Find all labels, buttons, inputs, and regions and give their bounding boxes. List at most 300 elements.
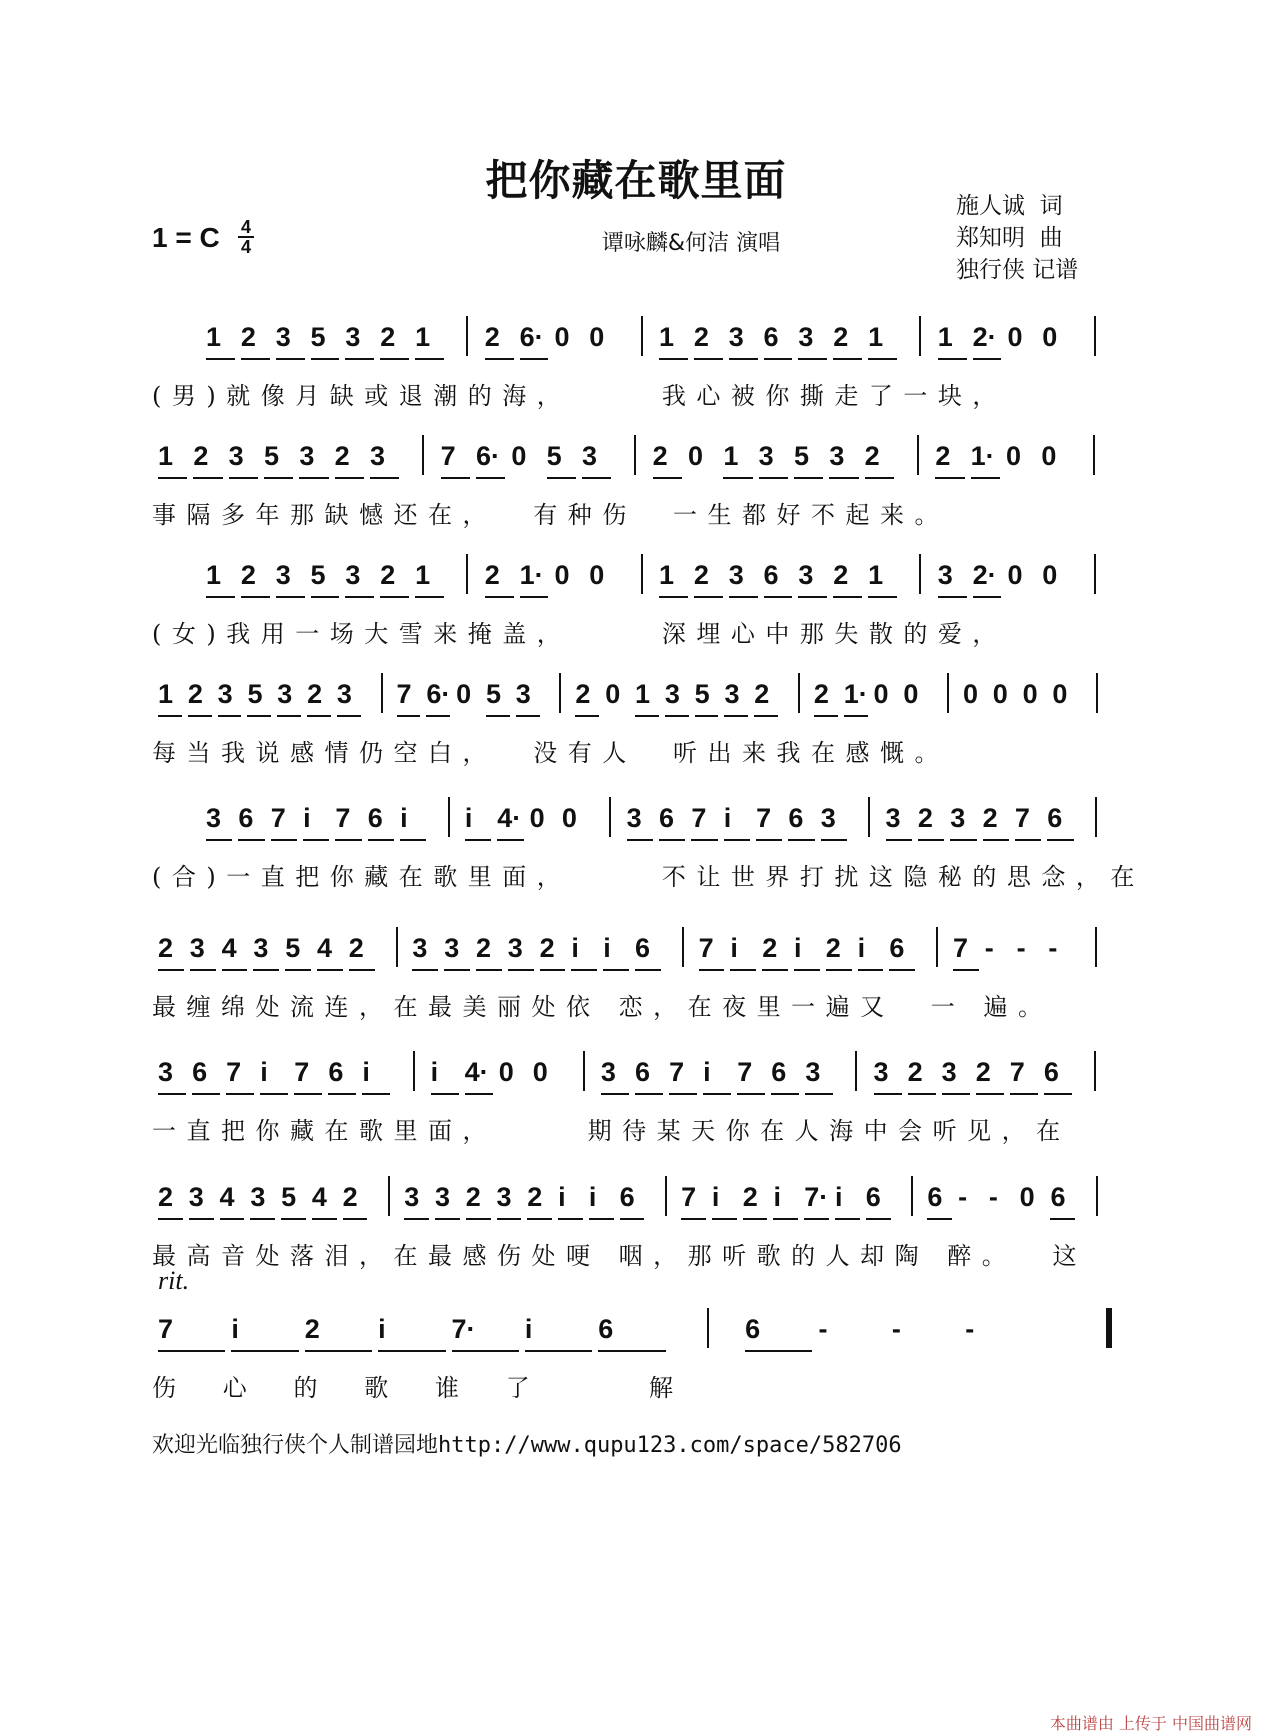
beat-underline (973, 358, 1002, 360)
note: 0 (903, 679, 919, 709)
note: 1 (415, 560, 431, 590)
beat-underline (435, 1218, 460, 1220)
note: 2· (972, 560, 997, 590)
beat-underline (729, 358, 758, 360)
note: 0 (1007, 322, 1023, 352)
lyric-line: (合)一直把你藏在歌里面， 不让世界打扰这隐秘的思念，在 (152, 863, 1145, 891)
beat-underline (598, 1350, 665, 1352)
note: 1 (723, 441, 739, 471)
note: 5 (485, 679, 501, 709)
note: 7 (440, 441, 456, 471)
note: 5 (281, 1182, 297, 1212)
beat-underline (466, 1218, 491, 1220)
bar-line (466, 554, 468, 594)
beat-underline (516, 715, 540, 717)
beat-underline (653, 477, 682, 479)
beat-underline (805, 1093, 833, 1095)
time-signature: 4 4 (238, 218, 254, 256)
note: 2 (158, 933, 174, 963)
beat-underline (973, 596, 1002, 598)
beat-underline (950, 839, 976, 841)
note: i (794, 933, 802, 963)
note: i (730, 933, 738, 963)
beat-underline (189, 1218, 214, 1220)
beat-underline (311, 596, 340, 598)
note: 6 (927, 1182, 943, 1212)
note: 3 (444, 933, 460, 963)
lyric-line: 最缠绵处流连，在最美丽处依 恋，在夜里一遍又 一 遍。 (152, 993, 1053, 1021)
beat-underline (635, 969, 661, 971)
song-title: 把你藏在歌里面 (485, 156, 787, 205)
note: 3 (275, 322, 291, 352)
lyric-line: 事隔多年那缺憾还在， 有种伤 一生都好不起来。 (152, 501, 950, 529)
beat-underline (918, 839, 944, 841)
bar-line (798, 673, 800, 713)
beat-underline (241, 596, 270, 598)
beat-underline (771, 1093, 799, 1095)
note: 1 (937, 322, 953, 352)
beat-underline (349, 969, 375, 971)
bar-line (381, 673, 383, 713)
beat-underline (311, 358, 340, 360)
note: 2 (693, 322, 709, 352)
score-line (0, 546, 1272, 666)
beat-underline (804, 1218, 829, 1220)
note: 1· (970, 441, 995, 471)
beat-underline (285, 969, 311, 971)
beat-underline (620, 1218, 645, 1220)
note: 1 (659, 560, 675, 590)
beat-underline (222, 969, 248, 971)
beat-underline (798, 358, 827, 360)
beat-underline (335, 839, 361, 841)
beat-underline (206, 596, 235, 598)
note: 7 (226, 1057, 242, 1087)
note: 0 (456, 679, 472, 709)
beat-underline (362, 1093, 390, 1095)
note-line (0, 1168, 1272, 1238)
bar-line (1095, 927, 1097, 967)
beat-underline (627, 839, 653, 841)
beat-underline (773, 1218, 798, 1220)
tempo-mark: rit. (158, 1266, 190, 1295)
bar-line (396, 927, 398, 967)
beat-underline (835, 1218, 860, 1220)
note: 2 (652, 441, 668, 471)
note: 3 (507, 933, 523, 963)
note: 1 (158, 679, 174, 709)
beat-underline (206, 839, 232, 841)
beat-underline (794, 969, 820, 971)
note: 0 (554, 560, 570, 590)
beat-underline (299, 477, 328, 479)
beat-underline (1050, 1218, 1075, 1220)
note-line (0, 1043, 1272, 1113)
beat-underline (380, 596, 409, 598)
beat-underline (525, 1350, 592, 1352)
note: 3 (941, 1057, 957, 1087)
beat-underline (874, 1093, 902, 1095)
beat-underline (759, 477, 788, 479)
beat-underline (193, 477, 222, 479)
beat-underline (826, 969, 852, 971)
beat-underline (241, 358, 270, 360)
note: 5 (546, 441, 562, 471)
note: i (558, 1182, 566, 1212)
note: 2 (484, 560, 500, 590)
beat-underline (303, 839, 329, 841)
note: 2 (193, 441, 209, 471)
beat-underline (485, 596, 514, 598)
note: i (571, 933, 579, 963)
note: 2 (693, 560, 709, 590)
note: - (958, 1182, 968, 1212)
beat-underline (294, 1093, 322, 1095)
bar-line (422, 435, 424, 475)
beat-underline (431, 1093, 459, 1095)
note: 7 (669, 1057, 685, 1087)
beat-underline (486, 715, 510, 717)
beat-underline (508, 969, 534, 971)
performers: 谭咏麟&何洁 演唱 (601, 231, 781, 256)
beat-underline (465, 839, 491, 841)
bar-line (665, 1176, 667, 1216)
beat-underline (190, 969, 216, 971)
note: 2 (917, 803, 933, 833)
note: 3 (206, 803, 222, 833)
note: 0 (1007, 560, 1023, 590)
note: 3 (217, 679, 233, 709)
note: 0 (554, 322, 570, 352)
note: - (1048, 933, 1058, 963)
note: i (711, 1182, 720, 1212)
note: 2 (380, 560, 396, 590)
beat-underline (699, 969, 725, 971)
note: 6 (889, 933, 905, 963)
note: 3 (626, 803, 642, 833)
note: 3 (950, 803, 966, 833)
note: 2 (813, 679, 829, 709)
note: 2 (762, 933, 778, 963)
beat-underline (276, 596, 305, 598)
beat-underline (231, 1350, 298, 1352)
note: 3 (228, 441, 244, 471)
note: 7 (691, 803, 707, 833)
note: 3 (820, 803, 836, 833)
bar-line (1096, 673, 1098, 713)
note: 2 (476, 933, 492, 963)
beat-underline (441, 477, 470, 479)
bar-line (1093, 435, 1095, 475)
note: 2 (334, 441, 350, 471)
bar-line (868, 797, 870, 837)
beat-underline (814, 715, 838, 717)
note-line (0, 308, 1272, 378)
bar-line (1094, 554, 1096, 594)
score-line (0, 665, 1272, 785)
beat-underline (927, 1218, 952, 1220)
note: 6 (788, 803, 804, 833)
note: 3 (728, 560, 744, 590)
note: 2 (935, 441, 951, 471)
beat-underline (1010, 1093, 1038, 1095)
note: 3 (188, 1182, 204, 1212)
beat-underline (844, 715, 868, 717)
beat-underline (558, 1218, 583, 1220)
note: 6 (1043, 1057, 1059, 1087)
note: 6 (238, 803, 254, 833)
beat-underline (868, 358, 897, 360)
bar-line (559, 673, 561, 713)
note: 0 (1019, 1182, 1035, 1212)
beat-underline (368, 839, 394, 841)
note-line (0, 919, 1272, 989)
bar-line (919, 316, 921, 356)
note: 2 (304, 1314, 320, 1344)
beat-underline (724, 839, 750, 841)
beat-underline (695, 715, 719, 717)
note: - (818, 1314, 828, 1344)
note: 6 (763, 560, 779, 590)
bar-line (634, 435, 636, 475)
score-line (0, 1300, 1272, 1420)
note: 7 (1014, 803, 1030, 833)
note: 6 (1047, 803, 1063, 833)
note: 1· (519, 560, 544, 590)
note: 6 (865, 1182, 881, 1212)
beat-underline (465, 1093, 493, 1095)
beat-underline (1044, 1093, 1072, 1095)
note: 0 (498, 1057, 514, 1087)
note: 0 (1042, 322, 1058, 352)
note: 3 (345, 560, 361, 590)
beat-underline (158, 1218, 183, 1220)
beat-underline (485, 358, 514, 360)
note-line (0, 1300, 1272, 1370)
note: 7 (756, 803, 772, 833)
note: 7 (335, 803, 351, 833)
note: 2 (465, 1182, 481, 1212)
note: i (835, 1182, 843, 1212)
beat-underline (397, 715, 421, 717)
note: 3 (600, 1057, 616, 1087)
note: i (703, 1057, 711, 1087)
score-line (0, 308, 1272, 428)
beat-underline (540, 969, 566, 971)
note: 7 (270, 803, 286, 833)
beat-underline (669, 1093, 697, 1095)
note: 7· (804, 1182, 829, 1212)
note: 1 (868, 560, 884, 590)
beat-underline (737, 1093, 765, 1095)
note: 0 (589, 322, 605, 352)
note: 3 (798, 322, 814, 352)
beat-underline (264, 477, 293, 479)
beat-underline (343, 1218, 368, 1220)
note: 6 (635, 933, 651, 963)
note: 3 (798, 560, 814, 590)
note: 2 (825, 933, 841, 963)
watermark-text: 本曲谱由 上传于 中国曲谱网 (1049, 1714, 1252, 1733)
beat-underline (730, 969, 756, 971)
beat-underline (192, 1093, 220, 1095)
note: 1 (206, 322, 222, 352)
note: i (260, 1057, 268, 1087)
score-line (0, 427, 1272, 547)
note: 7 (294, 1057, 310, 1087)
note: i (303, 803, 311, 833)
bar-line (388, 1176, 390, 1216)
note: 2 (864, 441, 880, 471)
bar-line (583, 1051, 585, 1091)
note: 1 (415, 322, 431, 352)
beat-underline (312, 1218, 337, 1220)
beat-underline (220, 1218, 245, 1220)
beat-underline (158, 1093, 186, 1095)
beat-underline (575, 715, 599, 717)
note: 1 (659, 322, 675, 352)
note: 2 (380, 322, 396, 352)
beat-underline (380, 358, 409, 360)
lyric-line: (男)就像月缺或退潮的海， 我心被你撕走了一块， (152, 382, 1007, 410)
beat-underline (603, 969, 629, 971)
lyric-line: 一直把你藏在歌里面， 期待某天你在人海中会听见，在 (152, 1117, 1071, 1145)
beat-underline (694, 596, 723, 598)
beat-underline (1015, 839, 1041, 841)
beat-underline (400, 839, 426, 841)
note: 6 (367, 803, 383, 833)
note: 4 (317, 933, 333, 963)
note: 3 (434, 1182, 450, 1212)
note: 2 (833, 560, 849, 590)
note: 3 (253, 933, 269, 963)
beat-underline (703, 1093, 731, 1095)
note-line (0, 789, 1272, 859)
beat-underline (798, 596, 827, 598)
note: i (603, 933, 611, 963)
bar-line (947, 673, 949, 713)
beat-underline (335, 477, 364, 479)
beat-underline (942, 1093, 970, 1095)
note: 6 (1050, 1182, 1066, 1212)
beat-underline (908, 1093, 936, 1095)
note: 7 (396, 679, 412, 709)
bar-line (1095, 797, 1097, 837)
note: 6 (635, 1057, 651, 1087)
note: 0 (532, 1057, 548, 1087)
bar-line (1094, 1051, 1096, 1091)
beat-underline (415, 358, 444, 360)
score-line (0, 919, 1272, 1039)
note: 2 (187, 679, 203, 709)
beat-underline (764, 358, 793, 360)
beat-underline (328, 1093, 356, 1095)
beat-underline (681, 1218, 706, 1220)
note: 5 (247, 679, 263, 709)
bar-line (413, 1051, 415, 1091)
note: i (430, 1057, 439, 1087)
bar-line (919, 554, 921, 594)
note: 0 (605, 679, 621, 709)
note: i (464, 803, 473, 833)
beat-underline (764, 596, 793, 598)
bar-line (466, 316, 468, 356)
beat-underline (238, 839, 264, 841)
beat-underline (547, 477, 576, 479)
note: 4 (221, 933, 237, 963)
bar-line (707, 1308, 709, 1348)
note: 3 (370, 441, 386, 471)
lyric-line: 最高音处落泪，在最感伤处哽 咽，那听歌的人却陶 醉。 这 (152, 1242, 1088, 1270)
beat-underline (337, 715, 361, 717)
beat-underline (953, 969, 979, 971)
note: 3 (937, 560, 953, 590)
footer-text: 欢迎光临独行侠个人制谱园地http://www.qupu123.com/space/582706 (152, 1433, 902, 1458)
beat-underline (889, 969, 915, 971)
beat-underline (743, 1218, 768, 1220)
note: 2 (982, 803, 998, 833)
note: 1· (843, 679, 868, 709)
beat-underline (497, 1218, 522, 1220)
beat-underline (788, 839, 814, 841)
beat-underline (158, 1350, 225, 1352)
note: 3 (724, 679, 740, 709)
beat-underline (345, 358, 374, 360)
note: 7 (158, 1314, 174, 1344)
beat-underline (659, 839, 685, 841)
beat-underline (976, 1093, 1004, 1095)
beat-underline (452, 1350, 519, 1352)
note: 3 (158, 1057, 174, 1087)
beat-underline (247, 715, 271, 717)
beat-underline (378, 1350, 445, 1352)
note: 3 (277, 679, 293, 709)
note: 2 (754, 679, 770, 709)
note: 3 (515, 679, 531, 709)
bar-line (917, 435, 919, 475)
note: 6 (598, 1314, 614, 1344)
note: 6 (619, 1182, 635, 1212)
note: 5 (310, 560, 326, 590)
note: 2 (527, 1182, 543, 1212)
lyric-line: (女)我用一场大雪来掩盖， 深埋心中那失散的爱， (152, 620, 1007, 648)
beat-underline (444, 969, 470, 971)
bar-line (448, 797, 450, 837)
note: 0 (511, 441, 527, 471)
note: 0 (1052, 679, 1068, 709)
beat-underline (723, 477, 752, 479)
note: i (362, 1057, 370, 1087)
beat-underline (635, 715, 659, 717)
note: 2 (742, 1182, 758, 1212)
note: 6 (192, 1057, 208, 1087)
beat-underline (858, 969, 884, 971)
note: 5 (285, 933, 301, 963)
lyricist: 施人诚 词 (956, 193, 1063, 219)
note: 3 (189, 933, 205, 963)
note: 3 (299, 441, 315, 471)
beat-underline (370, 477, 399, 479)
note: 3 (582, 441, 598, 471)
note: 2 (307, 679, 323, 709)
beat-underline (276, 358, 305, 360)
beat-underline (712, 1218, 737, 1220)
beat-underline (794, 477, 823, 479)
beat-underline (527, 1218, 552, 1220)
beat-underline (520, 358, 549, 360)
note: 7 (681, 1182, 697, 1212)
final-bar-line (1106, 1308, 1112, 1348)
